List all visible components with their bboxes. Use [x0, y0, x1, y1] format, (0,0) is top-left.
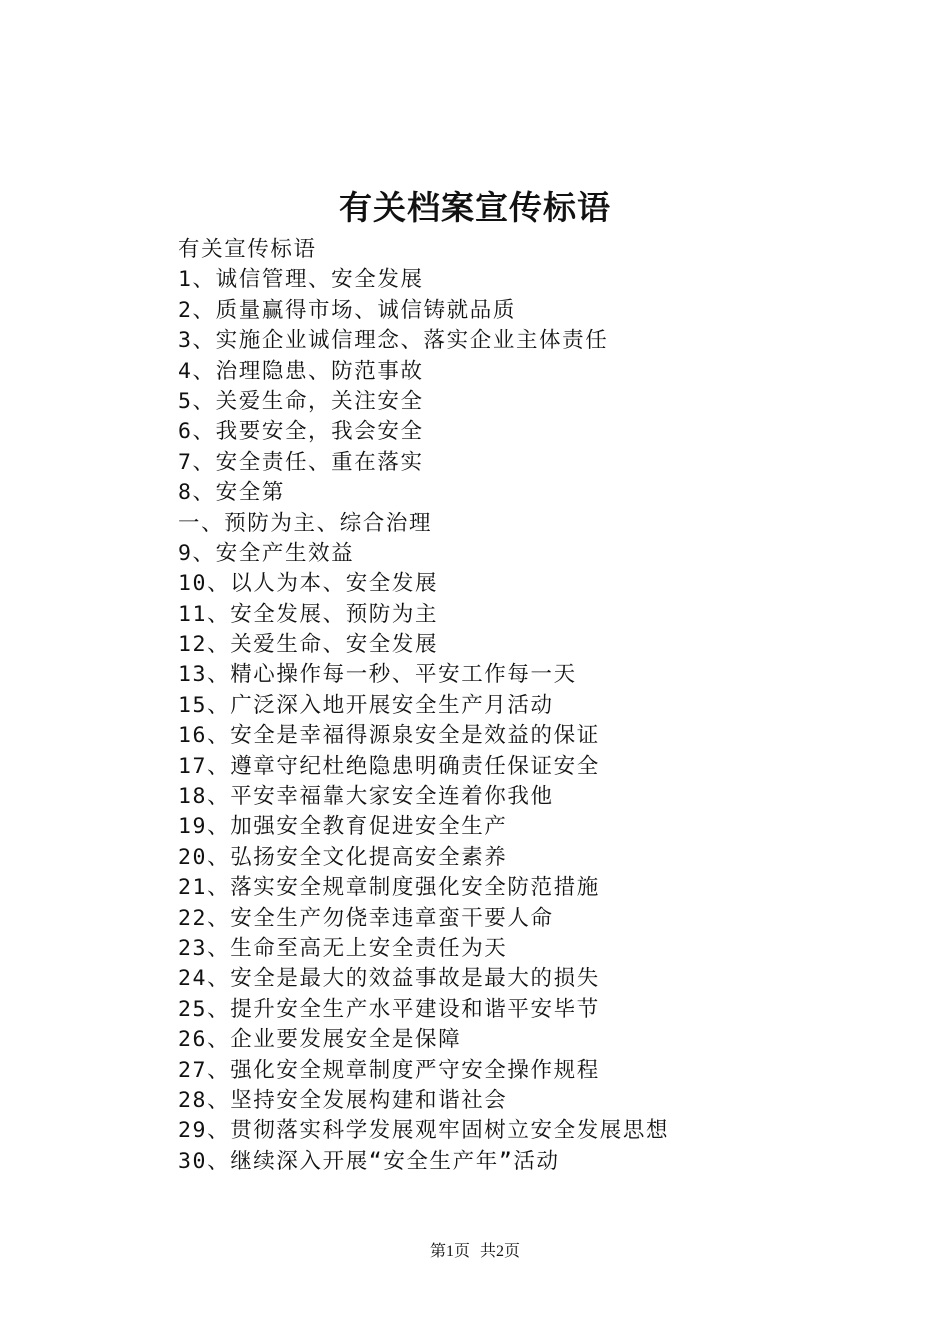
page-number: 第1页: [429, 1243, 470, 1260]
slogan-item: 26、企业要发展安全是保障: [178, 1027, 462, 1053]
slogan-item: 1、诚信管理、安全发展: [178, 267, 424, 293]
slogan-item: 15、广泛深入地开展安全生产月活动: [178, 692, 554, 718]
slogan-item: 13、精心操作每一秒、平安工作每一天: [178, 662, 577, 688]
document-body: [178, 235, 878, 1177]
slogan-item: 24、安全是最大的效益事故是最大的损失: [178, 966, 600, 992]
slogan-item: 25、提升安全生产水平建设和谐平安毕节: [178, 996, 600, 1022]
page-total: 共2页: [480, 1243, 521, 1260]
slogan-item: 8、安全第: [178, 480, 285, 506]
slogan-item: 23、生命至高无上安全责任为天: [178, 935, 508, 961]
slogan-item: 一、预防为主、综合治理: [178, 510, 433, 536]
document-subtitle: 有关宣传标语: [178, 237, 317, 262]
slogan-item: 10、以人为本、安全发展: [178, 571, 439, 597]
slogan-item: 21、落实安全规章制度强化安全防范措施: [178, 875, 600, 901]
slogan-item: 2、质量赢得市场、诚信铸就品质: [178, 297, 516, 323]
slogan-item: 3、实施企业诚信理念、落实企业主体责任: [178, 328, 609, 354]
slogan-item: 20、弘扬安全文化提高安全素养: [178, 844, 508, 870]
slogan-item: 17、遵章守纪杜绝隐患明确责任保证安全: [178, 753, 600, 779]
slogan-item: 5、关爱生命，关注安全: [178, 388, 424, 414]
slogan-item: 29、贯彻落实科学发展观牢固树立安全发展思想: [178, 1118, 670, 1144]
slogan-item: 9、安全产生效益: [178, 540, 355, 566]
slogan-item: 7、安全责任、重在落实: [178, 449, 424, 475]
document-title: 有关档案宣传标语: [339, 188, 611, 227]
slogan-item: 18、平安幸福靠大家安全连着你我他: [178, 784, 554, 810]
slogan-item: 16、安全是幸福得源泉安全是效益的保证: [178, 723, 600, 749]
slogan-item: 11、安全发展、预防为主: [178, 601, 439, 627]
slogan-item: 27、强化安全规章制度严守安全操作规程: [178, 1057, 600, 1083]
slogan-item: 22、安全生产勿侥幸违章蛮干要人命: [178, 905, 554, 931]
slogan-item: 30、继续深入开展“安全生产年”活动: [178, 1148, 560, 1174]
slogan-item: 4、治理隐患、防范事故: [178, 358, 424, 384]
slogan-item: 6、我要安全，我会安全: [178, 419, 424, 445]
slogan-item: 28、坚持安全发展构建和谐社会: [178, 1087, 508, 1113]
slogan-item: 12、关爱生命、安全发展: [178, 632, 439, 658]
slogan-list: [178, 265, 878, 1177]
slogan-item: 19、加强安全教育促进安全生产: [178, 814, 508, 840]
page-footer: [0, 1240, 950, 1264]
